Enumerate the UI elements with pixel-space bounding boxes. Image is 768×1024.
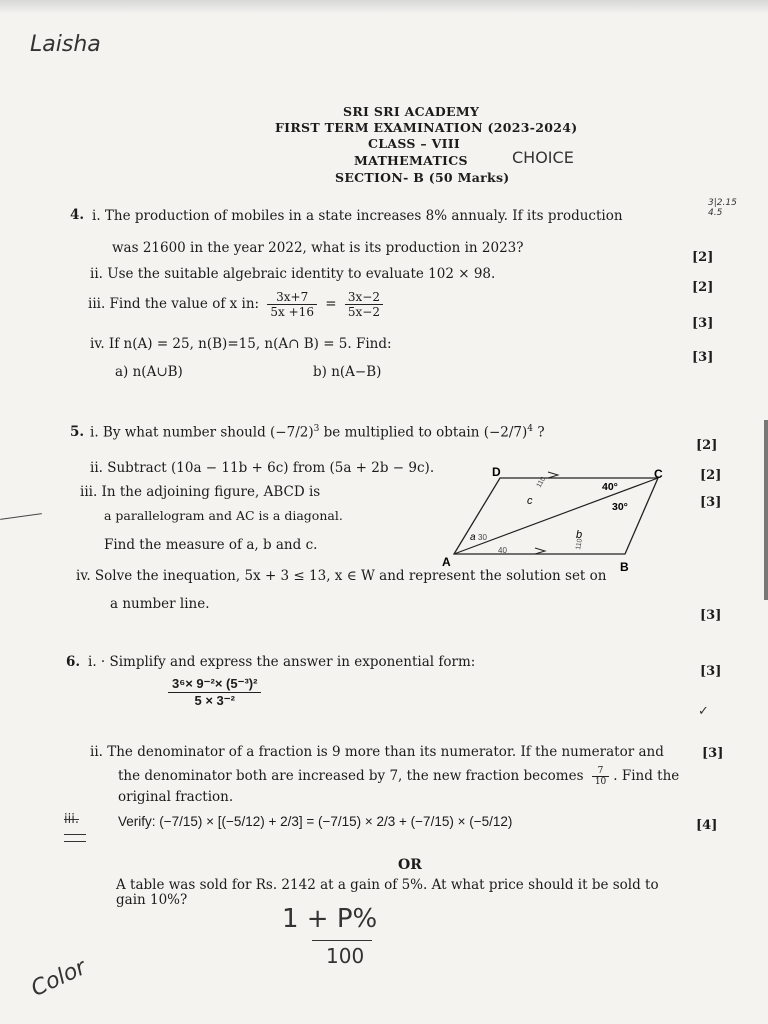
- section-title: SECTION- B (50 Marks): [335, 170, 510, 185]
- q6-ii-frac: [592, 766, 609, 787]
- parallelogram-figure: [440, 466, 670, 578]
- q6-ii-mark: [3]: [702, 746, 724, 761]
- rhs-den: 5x−2: [347, 305, 380, 319]
- q5-iv-line1: iv. Solve the inequation, 5x + 3 ≤ 13, x ∈ W and represent the solution set on: [76, 568, 607, 584]
- class-title: CLASS – VIII: [368, 136, 461, 151]
- choice-note: CHOICE: [512, 148, 574, 167]
- q4-i-mark: [2]: [692, 250, 714, 265]
- hand-underline: [64, 834, 86, 842]
- q4-iii-prefix: iii. Find the value of x in:: [88, 296, 260, 312]
- q5-iii-line3: Find the measure of a, b and c.: [104, 537, 318, 553]
- q4-iv-mark: [3]: [692, 350, 714, 365]
- q6-i-mark: [3]: [700, 664, 722, 679]
- subject-title: MATHEMATICS: [354, 153, 468, 168]
- q4-number: 4.: [70, 207, 85, 223]
- q5-i: [90, 424, 545, 441]
- q6-ii-line2: [118, 766, 679, 787]
- frac-num: 7: [592, 766, 609, 777]
- q5-i-exp2: 4: [527, 424, 534, 434]
- margin-scribble: [0, 513, 42, 520]
- q5-iii-line2: a parallelogram and AC is a diagonal.: [104, 508, 343, 523]
- q6-i: i. · Simplify and express the answer in exponential form:: [88, 654, 476, 670]
- q5-i-end: ?: [537, 424, 545, 441]
- q4-iii-rhs: [345, 290, 383, 319]
- frac-den: 10: [594, 777, 607, 787]
- q4-iii-mark: [3]: [692, 316, 714, 331]
- q6-or-line1: A table was sold for Rs. 2142 at a gain of 5%. At what price should it be sold to: [116, 877, 659, 893]
- q6-ii-line3: original fraction.: [118, 789, 234, 805]
- angle-40: 40°: [602, 481, 618, 493]
- q5-i-mark: [2]: [696, 438, 718, 453]
- q5-i-exp1: 3: [313, 424, 320, 434]
- vertex-d: D: [492, 466, 501, 479]
- q5-i-base1: (−7/2): [270, 424, 314, 441]
- vertex-c: C: [654, 467, 663, 481]
- student-name: Laisha: [30, 32, 101, 57]
- margin-note: 3|2.15 4.5: [708, 198, 737, 218]
- angle-c: c: [527, 495, 533, 507]
- lhs-den: 5x +16: [270, 305, 314, 319]
- q5-ii: ii. Subtract (10a − 11b + 6c) from (5a + 2b − 9c).: [90, 460, 435, 476]
- q5-number: 5.: [70, 424, 85, 440]
- q4-iii: [88, 290, 387, 319]
- rhs-num: 3x−2: [345, 290, 383, 305]
- q4-iii-lhs: [267, 290, 317, 319]
- q5-i-base2: (−2/7): [483, 424, 528, 441]
- exam-title: FIRST TERM EXAMINATION (2023-2024): [275, 120, 578, 135]
- q5-iv-line2: a number line.: [110, 596, 210, 612]
- vertex-b: B: [620, 560, 629, 574]
- q6-i-expression: [168, 676, 261, 709]
- q5-ii-mark: [2]: [700, 468, 722, 483]
- q6-ii-pre: the denominator both are increased by 7, the new fraction becomes: [118, 768, 584, 784]
- hand-110-bottom: 110: [575, 538, 584, 551]
- q6-iii-verify: Verify: (−7/15) × [(−5/12) + 2/3] = (−7/15) × 2/3 + (−7/15) × (−5/12): [118, 814, 513, 829]
- hand-40: 40: [498, 546, 507, 555]
- q6-ii-line1: ii. The denominator of a fraction is 9 more than its numerator. If the numerator and: [90, 744, 664, 760]
- q6-number: 6.: [66, 654, 81, 670]
- q5-i-mid: be multiplied to obtain: [323, 424, 480, 441]
- q6-or-line2: gain 10%?: [116, 892, 188, 908]
- q4-iv: iv. If n(A) = 25, n(B)=15, n(A∩ B) = 5. Find:: [90, 336, 392, 352]
- q6-i-num: 3⁶× 9⁻²× (5⁻³)²: [168, 676, 261, 693]
- or-separator: OR: [398, 857, 422, 873]
- q4-ii: ii. Use the suitable algebraic identity to evaluate 102 × 98.: [90, 266, 496, 282]
- q6-iii-label: iii.: [64, 812, 79, 827]
- hand-expression-num: 1 + P%: [282, 904, 378, 934]
- q5-iv-mark: [3]: [700, 608, 722, 623]
- page-edge: [764, 420, 768, 600]
- angle-30: 30°: [612, 501, 628, 513]
- hand-fraction-bar: [312, 940, 372, 941]
- q6-iii-mark: [4]: [696, 818, 718, 833]
- q5-iii-mark: [3]: [700, 495, 722, 510]
- q4-iv-b: b) n(A−B): [313, 364, 382, 380]
- school-name: SRI SRI ACADEMY: [343, 104, 480, 119]
- q4-i-line1: i. The production of mobiles in a state increases 8% annualy. If its production: [92, 208, 623, 224]
- q4-iii-eq: =: [325, 296, 337, 312]
- q4-i-line2: was 21600 in the year 2022, what is its production in 2023?: [112, 240, 524, 256]
- lhs-num: 3x+7: [267, 290, 317, 305]
- q6-ii-post: . Find the: [613, 768, 680, 784]
- hand-30: 30: [478, 533, 487, 542]
- hand-scribble-bottom: Color: [27, 955, 91, 1002]
- angle-a: a: [470, 532, 476, 543]
- q6-i-den: 5 × 3⁻²: [194, 693, 235, 708]
- angle-b: b: [576, 529, 583, 541]
- q5-i-prefix: i. By what number should: [90, 424, 266, 441]
- top-shadow: [0, 0, 768, 14]
- q4-ii-mark: [2]: [692, 280, 714, 295]
- hand-expression-den: 100: [326, 944, 365, 968]
- vertex-a: A: [442, 555, 451, 569]
- tick-mark: ✓: [698, 704, 709, 719]
- q4-iv-a: a) n(A∪B): [115, 364, 183, 380]
- hand-110-top: 110: [535, 475, 548, 489]
- q5-iii-line1: iii. In the adjoining figure, ABCD is: [80, 484, 321, 500]
